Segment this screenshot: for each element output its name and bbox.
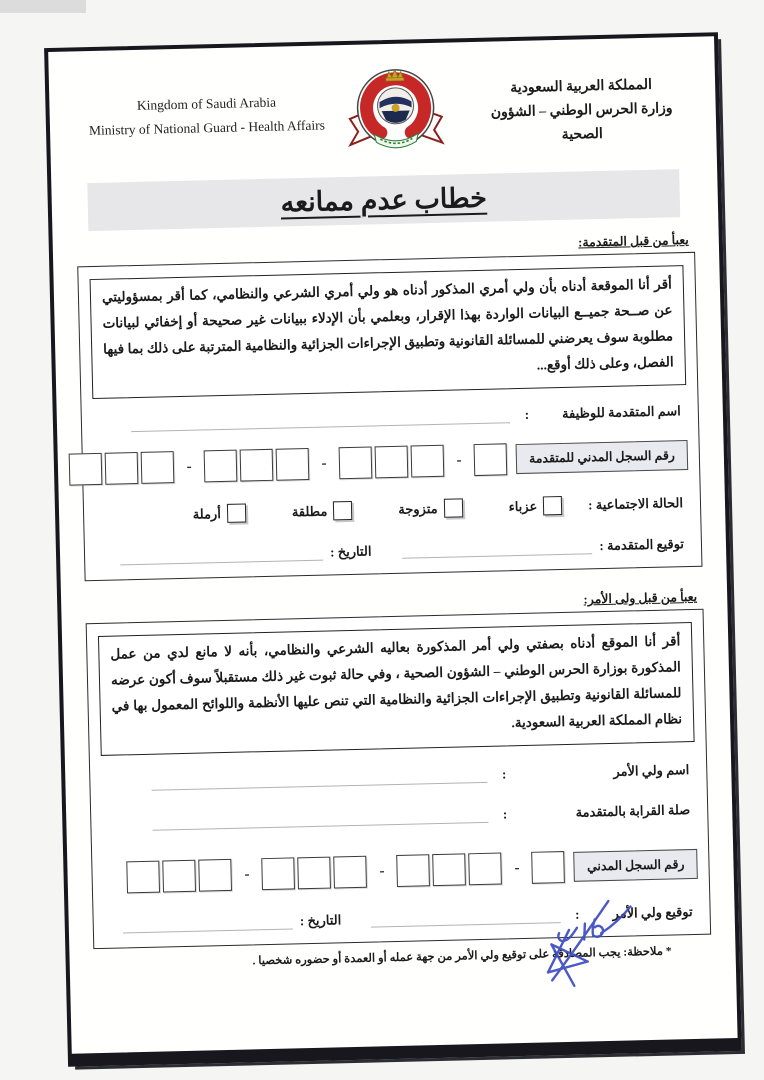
applicant-civil-id-row [94, 439, 689, 485]
applicant-civil-id-boxes [69, 443, 508, 485]
header-english [79, 89, 334, 143]
id-digit-box[interactable] [141, 451, 175, 484]
id-digit-box[interactable] [204, 450, 238, 483]
applicant-signature-row [100, 536, 684, 566]
id-separator: - [379, 862, 385, 879]
marital-checkbox[interactable] [543, 496, 562, 515]
id-digit-box[interactable] [298, 857, 332, 890]
guardian-name-row [105, 762, 689, 792]
applicant-name-label: اسم المتقدمة للوظيفة [561, 403, 681, 421]
id-digit-box[interactable] [474, 443, 508, 476]
marital-status-label: الحالة الاجتماعية : [588, 494, 684, 512]
id-digit-box[interactable] [199, 859, 233, 892]
applicant-declaration: أقر أنا الموقعة أدناه بأن ولي أمري المذكور أدناه هو ولي أمري الشرعي والنظامي، كما أقر بمسؤوليتي عن صــحة جميــع البيانات الواردة بهذا الإقرار، وبعلمي بأن الإدلاء ببيانات غير صحيحة أو إخفائي لبيانات مطلوبة سوف يعرضني للمسائلة القانونية وتطبيق الإجراءات الجزائية والنظامية المترتبة على ذلك بما فيها الفصل، وعلى ذلك أوقع... [90, 265, 687, 399]
marital-options [99, 496, 563, 526]
id-digit-box[interactable] [375, 446, 409, 479]
id-digit-box[interactable] [397, 854, 431, 887]
colon: : [502, 806, 508, 822]
id-digit-box[interactable] [469, 853, 503, 886]
marital-checkbox[interactable] [227, 503, 246, 522]
marital-option [398, 498, 463, 519]
id-digit-box[interactable] [433, 853, 467, 886]
guardian-name-label: اسم ولي الأمر [613, 762, 690, 779]
id-digit-box[interactable] [334, 856, 368, 889]
scan-edge-artifact [0, 0, 86, 13]
marital-checkbox[interactable] [443, 498, 462, 517]
id-digit-box[interactable] [105, 452, 139, 485]
id-separator: - [514, 859, 520, 876]
marital-option [508, 496, 562, 516]
footnote: * ملاحظة: يجب المصادقة على توقيع ولي الأمر من جهة عمله أو العمدة أو حضوره شخصيا . [252, 945, 672, 968]
header-english-line2: Ministry of National Guard - Health Affairs [88, 117, 326, 139]
applicant-signature-label: توقيع المتقدمة : [599, 536, 685, 554]
id-digit-box[interactable] [276, 448, 310, 481]
applicant-section-heading: يعبأ من قبل المتقدمة: [578, 232, 689, 250]
applicant-date-label: التاريخ : [329, 543, 372, 560]
guardian-date-line[interactable] [123, 913, 294, 933]
marital-option-label: أرملة [192, 505, 222, 522]
guardian-relation-row [106, 802, 690, 832]
id-digit-box[interactable] [532, 851, 566, 884]
header-english-line1: Kingdom of Saudi Arabia [136, 94, 277, 113]
applicant-signature-line[interactable] [402, 538, 592, 558]
marital-option-label: متزوجة [398, 500, 438, 517]
id-digit-box[interactable] [411, 445, 445, 478]
id-digit-box[interactable] [69, 453, 103, 486]
header-arabic-line1: المملكة العربية السعودية [510, 77, 653, 97]
id-digit-box[interactable] [339, 446, 373, 479]
applicant-section [53, 231, 727, 582]
scanned-document-page [44, 32, 742, 1067]
id-separator: - [321, 455, 327, 472]
id-digit-box[interactable] [262, 857, 296, 890]
marital-option [292, 501, 353, 521]
id-digit-box[interactable] [127, 861, 161, 894]
id-separator: - [456, 451, 462, 468]
marital-option [192, 503, 246, 523]
colon: : [574, 906, 580, 922]
colon: : [501, 766, 507, 782]
colon: : [524, 406, 530, 422]
applicant-date-line[interactable] [120, 545, 323, 566]
document-header [48, 36, 717, 178]
guardian-relation-label: صلة القرابة بالمتقدمة [575, 802, 691, 820]
guardian-civil-id-boxes [127, 851, 566, 893]
guardian-relation-input-line[interactable] [152, 807, 488, 831]
header-arabic [473, 73, 691, 150]
page-title: خطاب عدم ممانعه [280, 182, 488, 218]
id-digit-box[interactable] [163, 860, 197, 893]
id-digit-box[interactable] [240, 449, 274, 482]
guardian-declaration: أقر أنا الموقع أدناه بصفتي ولي أمر المذكورة بعاليه الشرعي والنظامي، بأنه لا مانع لدي من عمل المذكورة بوزارة الحرس الوطني – الشؤون الصحية ، وفي حالة ثبوت غير ذلك مستقبلاً سوف أكون عرضه للمسائلة القانونية وتطبيق الإجراءات الجزائية والنظامية التي تنص عليها الأنظمة واللوائح المعمول بها في نظام المملكة العربية السعودية. [98, 622, 695, 756]
handwritten-signature-ink [488, 892, 640, 996]
guardian-civil-id-row [103, 848, 698, 894]
applicant-name-input-line[interactable] [131, 407, 510, 432]
guardian-signature-label: توقيع ولي الأمر [612, 904, 693, 921]
id-separator: - [186, 458, 192, 475]
marital-option-label: مطلقة [291, 503, 328, 519]
applicant-name-row [97, 403, 681, 433]
guardian-name-input-line[interactable] [151, 767, 487, 791]
guardian-date-label: التاريخ : [299, 912, 342, 929]
marital-option-label: عزباء [508, 498, 538, 514]
marital-status-row [99, 493, 683, 526]
title-band [87, 169, 680, 231]
header-arabic-line2: وزارة الحرس الوطني – الشؤون الصحية [490, 101, 673, 143]
national-guard-logo-icon [342, 61, 449, 171]
guardian-civil-id-label: رقم السجل المدني [574, 849, 698, 882]
id-separator: - [244, 865, 250, 883]
applicant-civil-id-label: رقم السجل المدني للمتقدمة [516, 440, 689, 474]
applicant-box [77, 252, 702, 581]
guardian-section-heading: يعبأ من قبل ولى الأمر: [583, 589, 698, 607]
marital-checkbox[interactable] [333, 501, 352, 520]
